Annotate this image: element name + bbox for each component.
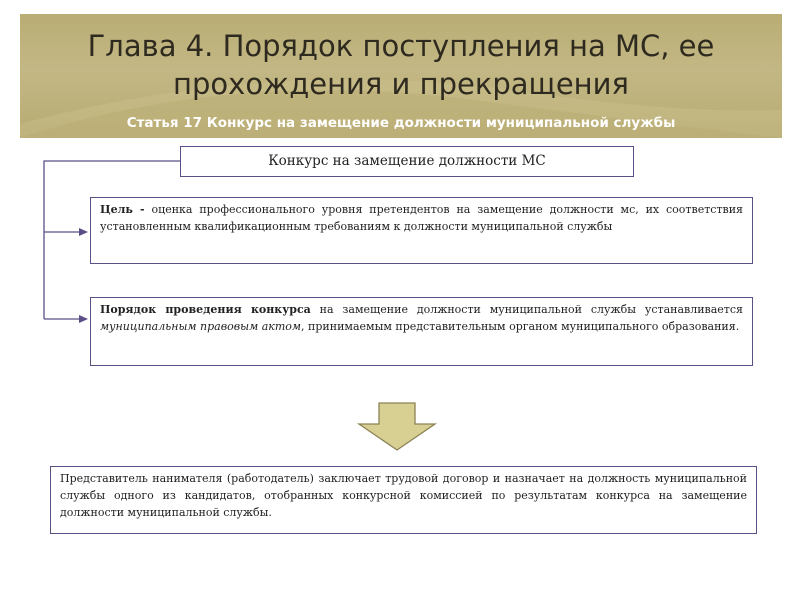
slide-subtitle: Статья 17 Конкурс на замещение должности муниципальной службы bbox=[126, 115, 676, 131]
procedure-italic: муниципальным правовым актом bbox=[100, 320, 302, 333]
procedure-text-before: на замещение должности муниципальной службы устанавливается bbox=[310, 303, 743, 316]
procedure-lead: Порядок проведения конкурса bbox=[100, 303, 311, 316]
procedure-box bbox=[90, 297, 753, 366]
goal-text: оценка профессионального уровня претендентов на замещение должности мс, их соответствия установленным квалификационным требованиям к должности муниципальной службы bbox=[100, 203, 743, 233]
arrowhead-procedure-icon bbox=[79, 315, 88, 323]
competition-title-box bbox=[180, 146, 634, 177]
goal-lead: Цель - bbox=[100, 203, 145, 216]
procedure-text-after: , принимаемым представительным органом муниципального образования. bbox=[301, 320, 740, 333]
goal-box bbox=[90, 197, 753, 264]
down-arrow-icon bbox=[359, 403, 435, 450]
result-box bbox=[50, 466, 757, 534]
slide-title-line2: прохождения и прекращения bbox=[173, 67, 629, 101]
arrowhead-goal-icon bbox=[79, 228, 88, 236]
result-text: Представитель нанимателя (работодатель) заключает трудовой договор и назначает на должность муниципальной службы одного из кандидатов, отобранных конкурсной комиссией по результатам конкурса на замещение должности муниципальной службы. bbox=[60, 472, 747, 519]
competition-title-text: Конкурс на замещение должности МС bbox=[268, 153, 546, 169]
slide-title-line1: Глава 4. Порядок поступления на МС, ее bbox=[87, 29, 715, 63]
